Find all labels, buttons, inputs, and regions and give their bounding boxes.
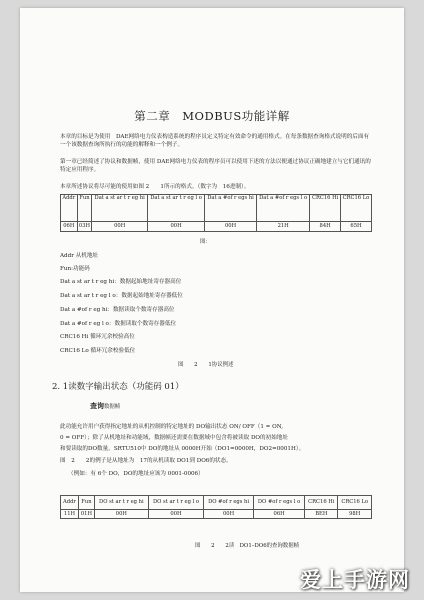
- body-line: （例如：有 6个 DO，DO的地址应该为 0001-0006）: [68, 471, 204, 477]
- value-cell: BEH: [305, 510, 338, 519]
- header-cell: CRC16 Hi: [310, 195, 341, 222]
- subsection-rest: 数据帧: [104, 404, 121, 410]
- table-header-row: [61, 195, 372, 222]
- legend-item: CRC16 Hi 循环冗余校验高位: [60, 334, 135, 340]
- header-cell: Dat a #of r egs hi: [205, 195, 257, 222]
- value-cell: 21H: [256, 222, 309, 232]
- value-cell: 84H: [310, 222, 341, 232]
- body-line: 此功能允许用户获得指定地址的从机控制的特定地址的 DO输出状态 ON/ OFF（1 = ON,: [60, 424, 284, 430]
- value-cell: 11H: [61, 510, 79, 519]
- legend-item: CRC16 Lo 循环冗余校验低位: [60, 348, 136, 354]
- subsection-heading: [90, 401, 120, 411]
- value-cell: 00H: [147, 222, 204, 232]
- header-cell: Fun: [78, 496, 94, 510]
- body-line: 和要读取的DO数量。SRTU510中 DO的地址从 0000H开始（DO1=0000H，DO2=0001H）。: [60, 446, 305, 452]
- header-cell: DO #of r egs l o: [253, 496, 304, 510]
- legend-item: Dat a st ar t r eg hi：数据起始地址寄存器高位: [60, 279, 182, 285]
- value-cell: 06H: [61, 222, 78, 232]
- header-cell: Addr: [61, 195, 78, 222]
- legend-item: Dat a st ar t r eg l o：数据起始地址寄存器低位: [60, 293, 183, 299]
- site-watermark: 爱上手游网: [300, 568, 410, 592]
- legend-item: Dat a #of r eg l o：数据读取个数寄存器低位: [60, 321, 177, 327]
- header-cell: Dat a st ar t r eg l o: [147, 195, 204, 222]
- body-line: 图 2 2的例子是从地址为 17的从机读取 DO1到 DO6的状态。: [60, 458, 232, 464]
- value-cell: 00H: [205, 222, 257, 232]
- legend-item: Fun:功能码: [60, 266, 90, 272]
- header-cell: Dat a #of r egs l o: [256, 195, 309, 222]
- header-cell: DO st ar t r eg l o: [148, 496, 203, 510]
- value-cell: 00H: [92, 222, 148, 232]
- subsection-bold: 查询: [90, 401, 104, 410]
- section-title: 2. 1读数字输出状态（功能码 01）: [52, 382, 184, 392]
- value-cell: 01H: [78, 510, 94, 519]
- legend-item: Dat a #of r eg hi：数据读取个数寄存器高位: [60, 307, 175, 313]
- table-header-row: [61, 496, 372, 510]
- intro-paragraph-3: 本章所述协议将尽可能的使用如图 2 1所示的格式。（数字为 16进制）。: [60, 184, 250, 190]
- figure-caption: 图 2 1协议例述: [178, 362, 234, 368]
- value-cell: 98H: [338, 510, 372, 519]
- header-cell: Fun: [77, 195, 92, 222]
- intro-paragraph-1: 本章的目标是为使用 DAE网络电力仪表构造系统的程序员定义特定有效命令的通用格式。在每条数据查询格式说明的后面有一个该数据查询所执行的功能的解释和一个例子。: [60, 134, 370, 149]
- figure-label: 图：: [200, 239, 211, 245]
- value-cell: 65H: [340, 222, 371, 232]
- header-cell: DO st ar t r eg hi: [94, 496, 148, 510]
- intro-paragraph-2: 第一章已经简述了协议和数据帧，使用 DAE网络电力仪表的程序员可以使用下述的方法以便通过协议正确地建立与它们通讯的特定应用程序。: [60, 159, 371, 174]
- table-value-row: [61, 510, 372, 519]
- value-cell: 00H: [94, 510, 148, 519]
- header-cell: CRC16 Lo: [340, 195, 371, 222]
- header-cell: CRC16 Lo: [338, 496, 372, 510]
- value-cell: 06H: [253, 510, 304, 519]
- value-cell: 00H: [204, 510, 254, 519]
- header-cell: Addr: [61, 496, 79, 510]
- figure-caption: 图 2 2读 DO1–DO6的查询数据帧: [195, 543, 299, 549]
- body-line: 0 = OFF）；除了从机地址和功能域，数据帧还需要在数据域中包含将被读取 DO的初始地址: [60, 435, 288, 441]
- protocol-format-table: [60, 194, 372, 232]
- chapter-title: 第二章 MODBUS功能详解: [134, 109, 290, 123]
- table-value-row: [61, 222, 372, 232]
- header-cell: DO #of r egs hi: [204, 496, 254, 510]
- value-cell: 03H: [77, 222, 92, 232]
- header-cell: Dat a st ar t r eg hi: [92, 195, 148, 222]
- query-frame-table: [60, 495, 372, 519]
- value-cell: 00H: [148, 510, 203, 519]
- header-cell: CRC16 Hi: [305, 496, 338, 510]
- legend-item: Addr 从机地址: [60, 253, 99, 259]
- document-page: [20, 8, 404, 592]
